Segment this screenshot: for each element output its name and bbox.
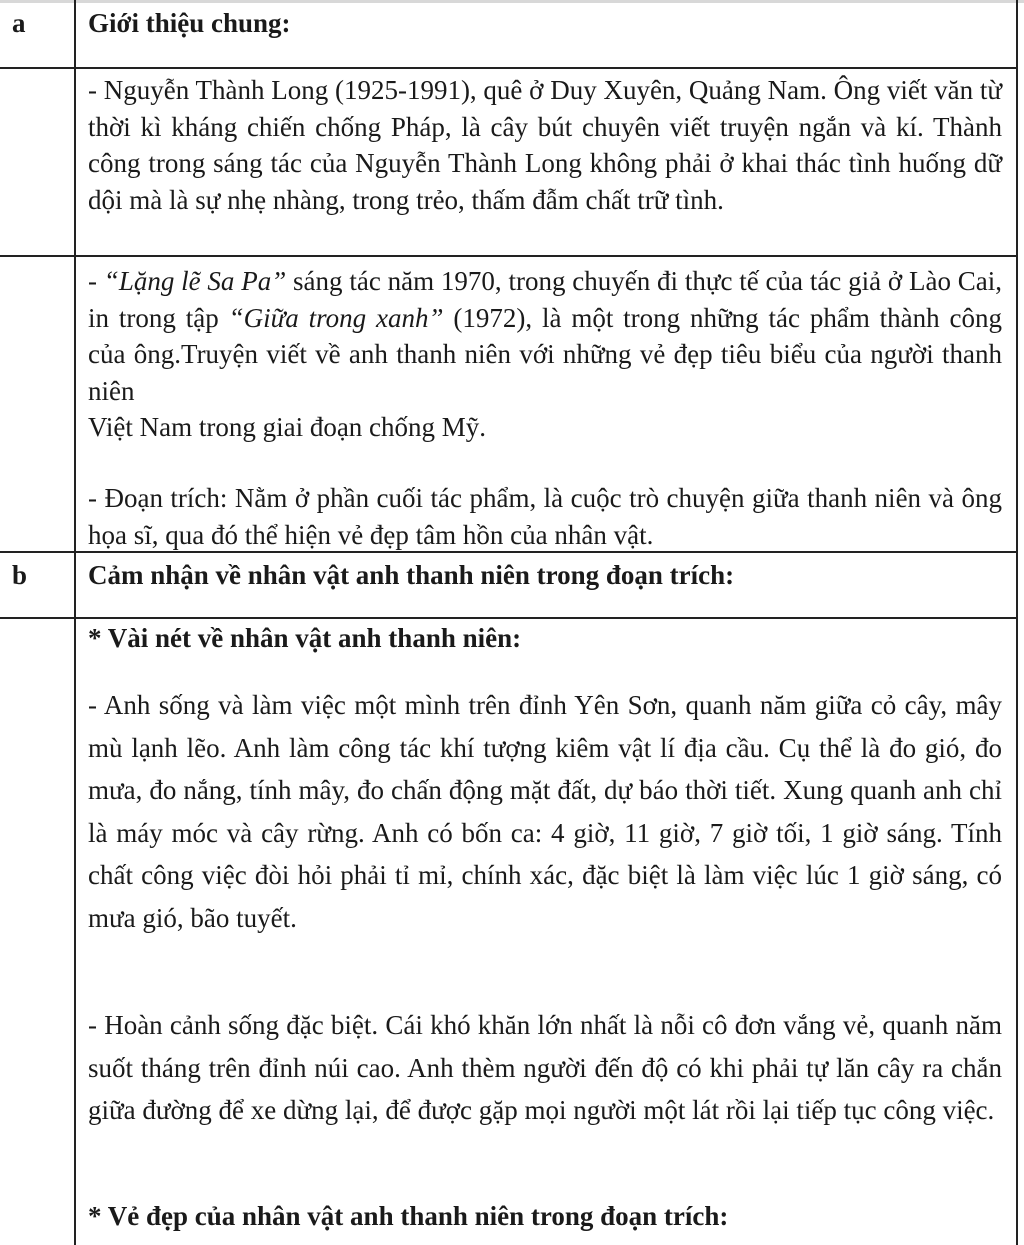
section-label-a: a [12,8,26,38]
loneliness-paragraph: - Hoàn cảnh sống đặc biệt. Cái khó khăn lớn nhất là nỗi cô đơn vắng vẻ, quanh năm suốt tháng trên đỉnh núi cao. Anh thèm người đến độ có khi phải tự lăn cây ra chắn giữa đường để xe dừng lại, để được gặp mọi người một lát rồi lại tiếp tục công việc. [88,1010,1002,1125]
right-border [1016,0,1018,1245]
work-text-3: (1972), là một trong những tác phẩm thành công của ông.Truyện viết về anh thanh niên với những vẻ đẹp tiêu biểu của người thanh niên [88,302,1003,406]
sub-heading-overview: * Vài nét về nhân vật anh thanh niên: [88,623,522,653]
section-heading-character: Cảm nhận về nhân vật anh thanh niên trong đoạn trích: [88,560,735,590]
row-divider [0,255,1018,257]
section-heading-intro: Giới thiệu chung: [88,8,291,38]
author-paragraph: - Nguyễn Thành Long (1925-1991), quê ở Duy Xuyên, Quảng Nam. Ông viết văn từ thời kì kháng chiến chống Pháp, là cây bút chuyên viết truyện ngắn và kí. Thành công trong sáng tác của Nguyễn Thành Long không phải ở khai thác tình huống dữ dội mà là sự nhẹ nhàng, trong trẻo, thấm đẫm chất trữ tình. [88,75,1002,215]
collection-title: “Giữa trong xanh” [228,302,444,333]
row-divider [0,617,1018,619]
work-text-1: - [88,266,104,296]
top-edge [0,0,1024,3]
excerpt-paragraph: - Đoạn trích: Nằm ở phần cuối tác phẩm, là cuộc trò chuyện giữa thanh niên và ông họa sĩ, qua đó thể hiện vẻ đẹp tâm hồn của nhân vật. [88,483,1002,550]
row-divider [0,67,1018,69]
work-paragraph-main [88,263,1002,409]
sub-heading-beauty: * Vẻ đẹp của nhân vật anh thanh niên trong đoạn trích: [88,1201,729,1231]
work-life-paragraph: - Anh sống và làm việc một mình trên đỉnh Yên Sơn, quanh năm giữa cỏ cây, mây mù lạnh lẽo. Anh làm công tác khí tượng kiêm vật lí địa cầu. Cụ thể là đo gió, đo mưa, đo nắng, tính mây, đo chấn động mặt đất, dự báo thời tiết. Xung quanh anh chỉ là máy móc và cây rừng. Anh có bốn ca: 4 giờ, 11 giờ, 7 giờ tối, 1 giờ sáng. Tính chất công việc đòi hỏi phải tỉ mỉ, chính xác, đặc biệt là làm việc lúc 1 giờ sáng, có mưa gió, bão tuyết. [88,690,1002,933]
section-label-b: b [12,560,28,590]
work-text-2: sáng tác năm 1970, trong chuyến đi thực tế của tác giả ở Lào Cai, in trong tập [88,266,1002,333]
work-paragraph-end: Việt Nam trong giai đoạn chống Mỹ. [88,412,487,442]
column-divider [74,0,76,1245]
work-title: “Lặng lẽ Sa Pa” [103,266,287,296]
work-paragraph [88,263,1002,446]
